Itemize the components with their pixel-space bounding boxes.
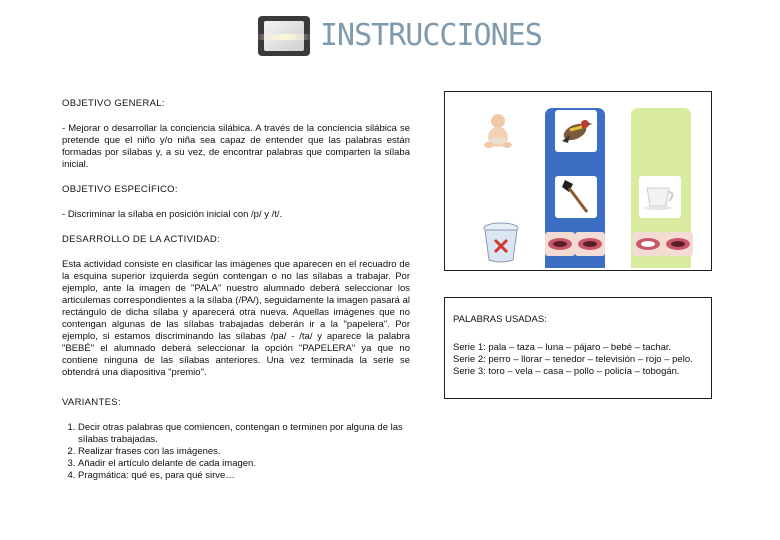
objetivo-especifico-heading: OBJETIVO ESPECÍFICO: [62,184,178,195]
teeth-icon [633,232,663,256]
list-item: 2. Realizar frases con las imágenes. [78,446,410,458]
desarrollo-text: Esta actividad consiste en clasificar las imágenes que aparecen en el recuadro de la esquina superior izquierda según contengan o no las sílabas a trabajar. Por ejemplo, ante la imagen de "PALA" nuestro alumnado deberá seleccionar los articulemas correspondientes a la sílaba (/PA/), seguidamente la imagen pasará al rectángulo de dicha sílaba y aparecerá otra nueva. Aquellas imágenes que no contengan algunas de las sílabas trabajadas deberán ir a la "papelera". Por ejemplo, si estamos discriminando las sílabas /pa/ - /ta/ y aparece la palabra "BEBÉ" el alumnado deberá seleccionar la opción "PAPELERA" ya que no contiene ninguna de las sílabas anteriores. Una vez terminada la serie se obtendrá una diapositiva "premio". [62,259,410,378]
list-item: 1. Decir otras palabras que comiencen, contengan o terminen por alguna de las sílabas trabajadas. [78,422,410,446]
palabras-usadas-box [444,297,712,399]
variantes-list [62,422,410,482]
desarrollo-heading: DESARROLLO DE LA ACTIVIDAD: [62,234,221,245]
objetivo-general-heading: OBJETIVO GENERAL: [62,98,165,109]
page-title: INSTRUCCIONES [320,18,542,53]
palabras-heading: PALABRAS USADAS: [453,314,547,325]
cup-icon [639,176,681,218]
mouth-icon [663,232,693,256]
mouth-icon [545,232,575,256]
instructions-text [62,98,410,482]
monitor-icon [258,16,310,56]
trash-bin-icon [481,222,521,269]
objetivo-especifico-text: - Discriminar la sílaba en posición inicial con /p/ y /t/. [62,209,410,221]
activity-preview [444,91,712,271]
list-item: 3. Añadir el artículo delante de cada imagen. [78,458,410,470]
bird-icon [555,110,597,152]
serie-line: Serie 2: perro – llorar – tenedor – televisión – rojo – pelo. [453,354,693,365]
variantes-heading: VARIANTES: [62,397,121,408]
serie-line: Serie 1: pala – taza – luna – pájaro – bebé – tachar. [453,342,672,353]
serie-line: Serie 3: toro – vela – casa – pollo – policía – tobogán. [453,366,680,377]
shovel-icon [555,176,597,218]
mouth-icon [575,232,605,256]
baby-icon [477,110,519,152]
list-item: 4. Pragmática: qué es, para qué sirve… [78,470,410,482]
objetivo-general-text: - Mejorar o desarrollar la conciencia silábica. A través de la conciencia silábica se pretende que el niño y/o niña sea capaz de entender que las palabras están formadas por sílabas y, a su vez, de encontrar palabras que comparten la sílaba inicial. [62,123,410,171]
